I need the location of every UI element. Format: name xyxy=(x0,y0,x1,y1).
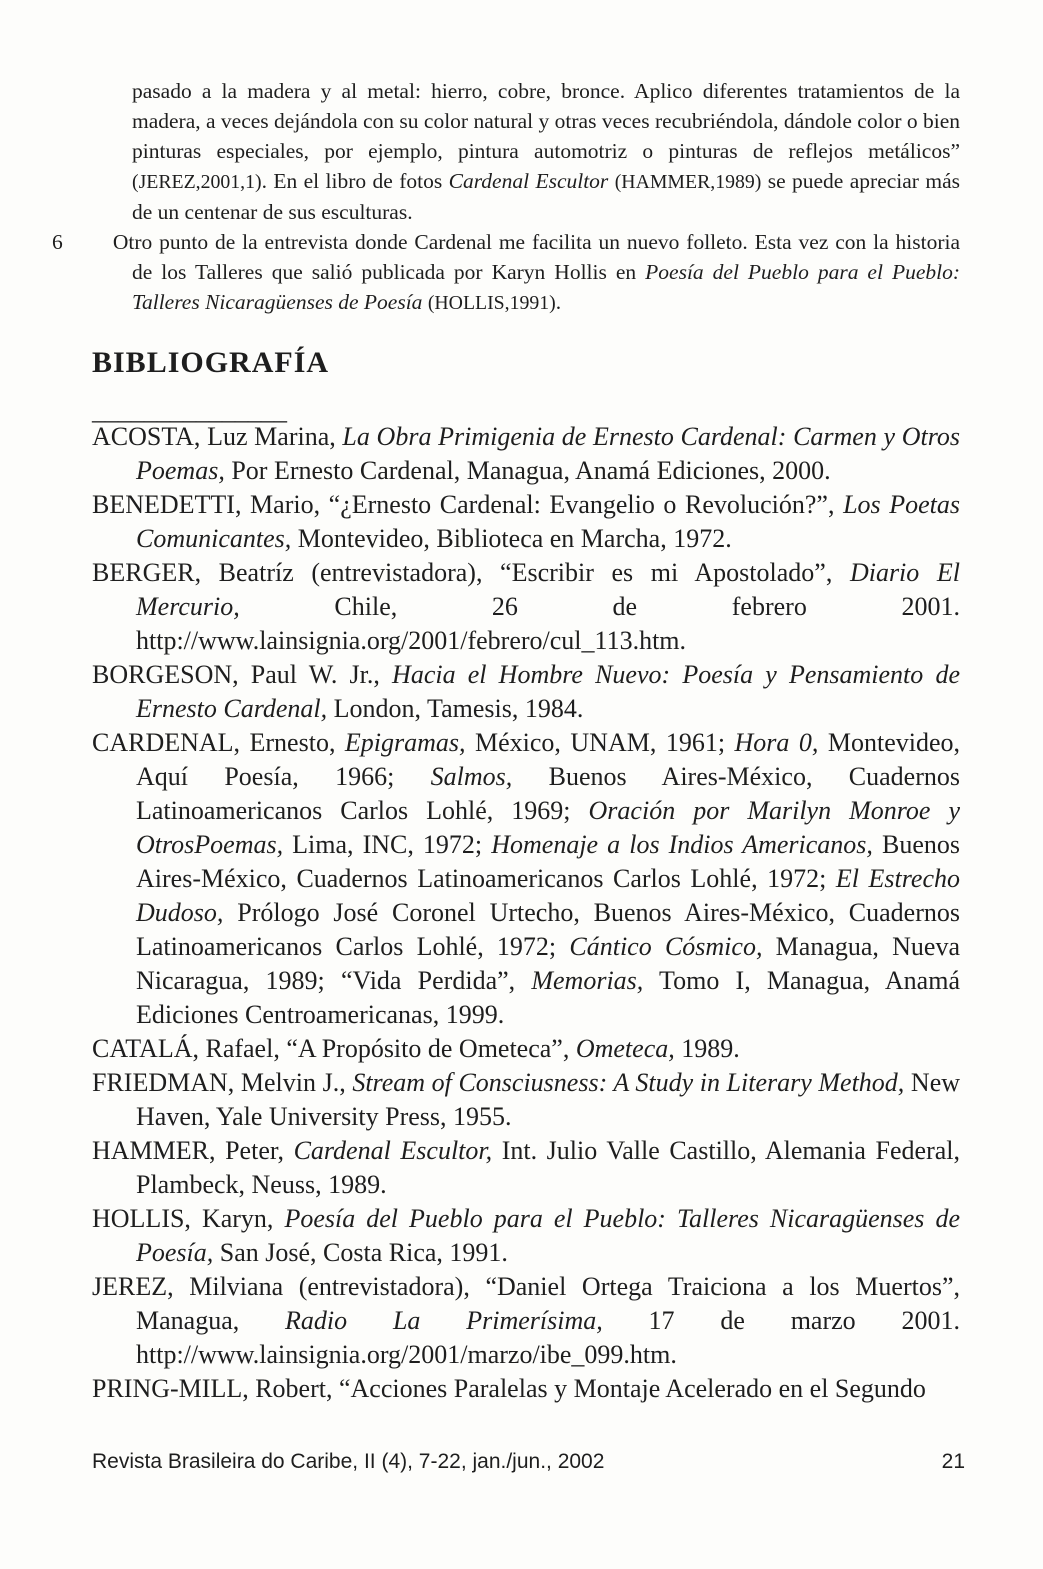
footnote-6 xyxy=(52,227,961,318)
bibliography-entry: BORGESON, Paul W. Jr., Hacia el Hombre Nuevo: Poesía y Pensamiento de Ernesto Cardenal, London, Tamesis, 1984. xyxy=(92,660,960,723)
footnote-continuation xyxy=(92,76,960,227)
book-title: Cardenal Escultor xyxy=(448,169,609,193)
footnote-text: . xyxy=(555,290,562,314)
bibliography-entry: JEREZ, Milviana (entrevistadora), “Daniel Ortega Traiciona a los Muertos”, Managua, Radio La Primerísima, 17 de marzo 2001. http://www.lainsignia.org/2001/marzo/ibe_099.htm. xyxy=(92,1272,960,1369)
bibliography-entry: PRING-MILL, Robert, “Acciones Paralelas y Montaje Acelerado en el Segundo xyxy=(92,1374,926,1403)
page-footer xyxy=(92,1450,965,1474)
bibliography-entry: BENEDETTI, Mario, “¿Ernesto Cardenal: Evangelio o Revolución?”, Los Poetas Comunicantes, Montevideo, Biblioteca en Marcha, 1972. xyxy=(92,490,960,553)
bibliography-entry: FRIEDMAN, Melvin J., Stream of Consciusness: A Study in Literary Method, New Haven, Yale University Press, 1955. xyxy=(92,1068,961,1131)
footnote-text: pasado a la madera y al metal: hierro, cobre, bronce. Aplico diferentes tratamientos de la madera, a veces dejándola con su color natural y otras veces recubriéndola, dándole color o bien pinturas especiales, por ejemplo, pintura automotriz o pinturas de reflejos metálicos” xyxy=(132,79,961,163)
citation: (JEREZ,2001,1) xyxy=(132,171,262,193)
footnote-text: . En el libro de fotos xyxy=(261,169,449,193)
footnote-number: 6 xyxy=(52,230,63,254)
page-number: 21 xyxy=(941,1450,965,1473)
bibliography-entry: HAMMER, Peter, Cardenal Escultor, Int. Julio Valle Castillo, Alemania Federal, Plambeck, Neuss, 1989. xyxy=(92,1136,960,1199)
footnote-text: se puede apreciar más de un centenar de sus esculturas. xyxy=(132,169,960,224)
citation: (HOLLIS,1991) xyxy=(427,292,556,314)
bibliography-entry: BERGER, Beatríz (entrevistadora), “Escribir es mi Apostolado”, Diario El Mercurio, Chile, 26 de febrero 2001. http://www.lainsignia.org/2001/febrero/cul_113.htm. xyxy=(92,558,960,655)
section-heading: BIBLIOGRAFÍA xyxy=(92,346,330,379)
book-title: Poesía del Pueblo para el Pueblo: Talleres Nicaragüenses de Poesía xyxy=(132,260,961,314)
journal-citation: Revista Brasileira do Caribe, II (4), 7-22, jan./jun., 2002 xyxy=(92,1450,605,1473)
bibliography-entry: ACOSTA, Luz Marina, La Obra Primigenia de Ernesto Cardenal: Carmen y Otros Poemas, Por Ernesto Cardenal, Managua, Anamá Ediciones, 2000. xyxy=(92,422,960,485)
footnote-6-body xyxy=(52,227,961,318)
bibliography-entry: CARDENAL, Ernesto, Epigramas, México, UNAM, 1961; Hora 0, Montevideo, Aquí Poesía, 1966; Salmos, Buenos Aires-México, Cuadernos Latinoamericanos Carlos Lohlé, 1969; Oración por Marilyn Monroe y OtrosPoemas, Lima, INC, 1972; Homenaje a los Indios Americanos, Buenos Aires-México, Cuadernos Latinoamericanos Carlos Lohlé, 1972; El Estrecho Dudoso, Prólogo José Coronel Urtecho, Buenos Aires-México, Cuadernos Latinoamericanos Carlos Lohlé, 1972; Cántico Cósmico, Managua, Nueva Nicaragua, 1989; “Vida Perdida”, Memorias, Tomo I, Managua, Anamá Ediciones Centroamericanas, 1999. xyxy=(92,728,961,1029)
bibliography-entry: HOLLIS, Karyn, Poesía del Pueblo para el Pueblo: Talleres Nicaragüenses de Poesía, San José, Costa Rica, 1991. xyxy=(92,1204,960,1267)
citation: (HAMMER,1989) xyxy=(614,171,762,193)
bibliography-list xyxy=(92,420,960,1406)
footnotes xyxy=(52,76,961,318)
bibliography-entry: CATALÁ, Rafael, “A Propósito de Ometeca”, Ometeca, 1989. xyxy=(92,1034,740,1063)
heading-rule: _______________ xyxy=(92,396,287,425)
footnote-text: Otro punto de la entrevista donde Cardenal me facilita un nuevo folleto. Esta vez con la historia de los Talleres que salió publicada por Karyn Hollis en xyxy=(112,230,960,284)
